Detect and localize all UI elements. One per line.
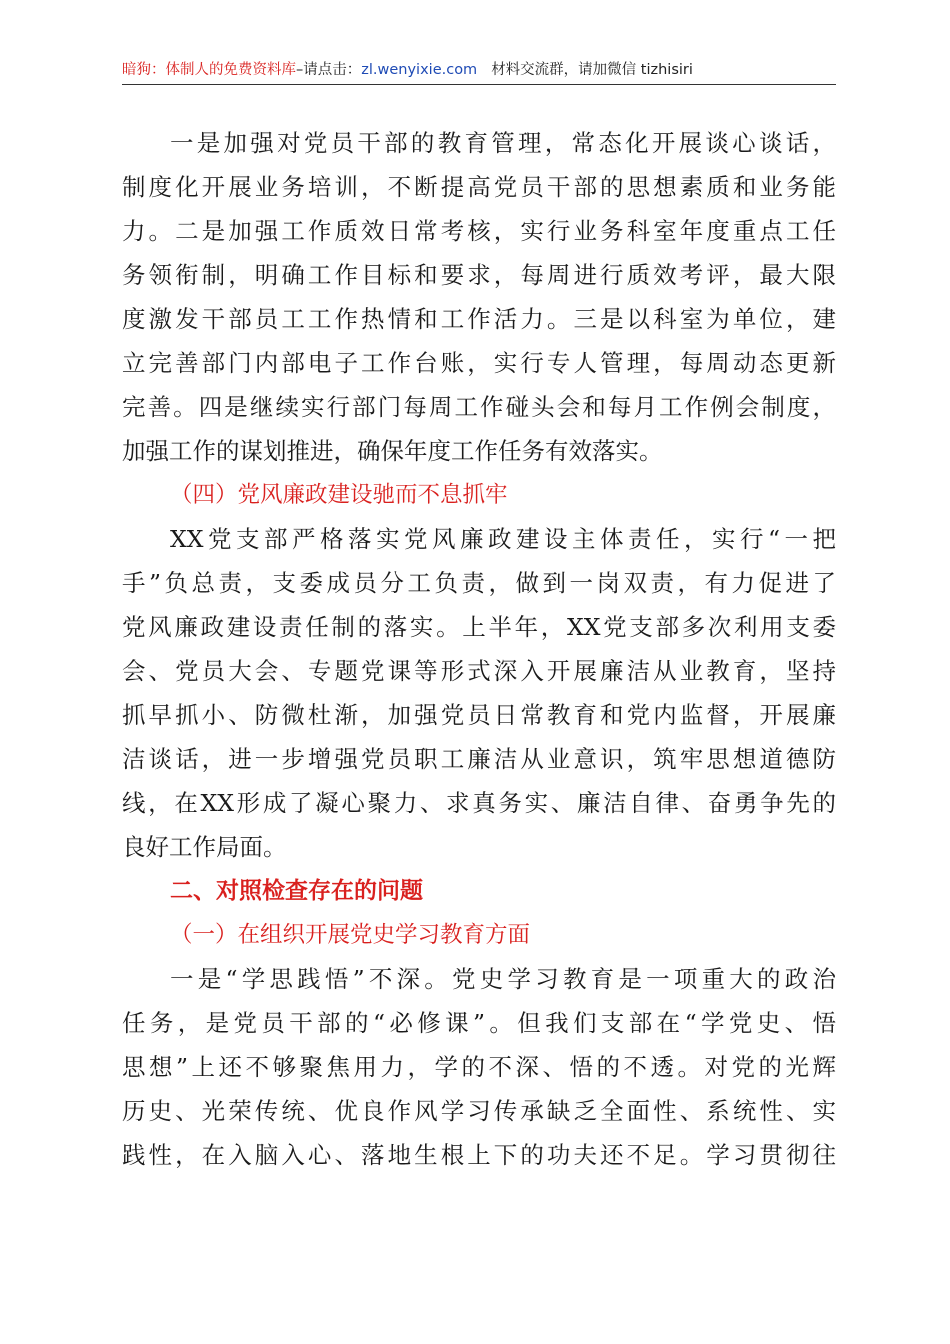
text-line: XX党支部严格落实党风廉政建设主体责任，实行“一把 <box>170 525 836 553</box>
text-line: 手”负总责，支委成员分工负责，做到一岗双责，有力促进了 <box>122 569 836 597</box>
page-header <box>122 58 836 82</box>
text-line: 制度化开展业务培训，不断提高党员干部的思想素质和业务能 <box>122 173 836 201</box>
header-click-prefix: –请点击： <box>296 62 362 78</box>
text-line: 会、党员大会、专题党课等形式深入开展廉洁从业教育，坚持 <box>122 657 836 685</box>
text-line: 一是“学思践悟”不深。党史学习教育是一项重大的政治 <box>170 965 836 993</box>
text-line: 一是加强对党员干部的教育管理，常态化开展谈心谈话， <box>170 129 836 157</box>
header-divider <box>122 84 836 85</box>
text-line: 思想”上还不够聚焦用力，学的不深、悟的不透。对党的光辉 <box>122 1053 836 1081</box>
text-line: 立完善部门内部电子工作台账，实行专人管理，每周动态更新 <box>122 349 836 377</box>
text-line: 良好工作局面。 <box>122 833 287 861</box>
text-line: 线，在XX形成了凝心聚力、求真务实、廉洁自律、奋勇争先的 <box>122 789 836 817</box>
header-link[interactable]: zl.wenyixie.com <box>361 62 478 78</box>
subheading: （一）在组织开展党史学习教育方面 <box>170 922 531 948</box>
text-line: 党风廉政建设责任制的落实。上半年，XX党支部多次利用支委 <box>122 613 836 641</box>
text-line: 度激发干部员工工作热情和工作活力。三是以科室为单位，建 <box>122 305 836 333</box>
subheading: （四）党风廉政建设驰而不息抓牢 <box>170 482 508 508</box>
header-contact: 材料交流群，请加微信 tizhisiri <box>491 62 693 78</box>
header-brand: 暗狗：体制人的免费资料库 <box>122 62 296 78</box>
document-body <box>122 121 836 1177</box>
text-line: 力。二是加强工作质效日常考核，实行业务科室年度重点工任 <box>122 217 836 245</box>
text-line: 抓早抓小、防微杜渐，加强党员日常教育和党内监督，开展廉 <box>122 701 836 729</box>
text-line: 加强工作的谋划推进，确保年度工作任务有效落实。 <box>122 437 663 465</box>
text-line: 洁谈话，进一步增强党员职工廉洁从业意识，筑牢思想道德防 <box>122 745 836 773</box>
text-line: 历史、光荣传统、优良作风学习传承缺乏全面性、系统性、实 <box>122 1097 836 1125</box>
text-line: 完善。四是继续实行部门每周工作碰头会和每月工作例会制度， <box>122 393 836 421</box>
text-line: 务领衔制，明确工作目标和要求，每周进行质效考评，最大限 <box>122 261 836 289</box>
section-heading: 二、对照检查存在的问题 <box>170 878 423 904</box>
text-line: 践性，在入脑入心、落地生根上下的功夫还不足。学习贯彻往 <box>122 1141 836 1169</box>
text-line: 任务，是党员干部的“必修课”。但我们支部在“学党史、悟 <box>122 1009 836 1037</box>
